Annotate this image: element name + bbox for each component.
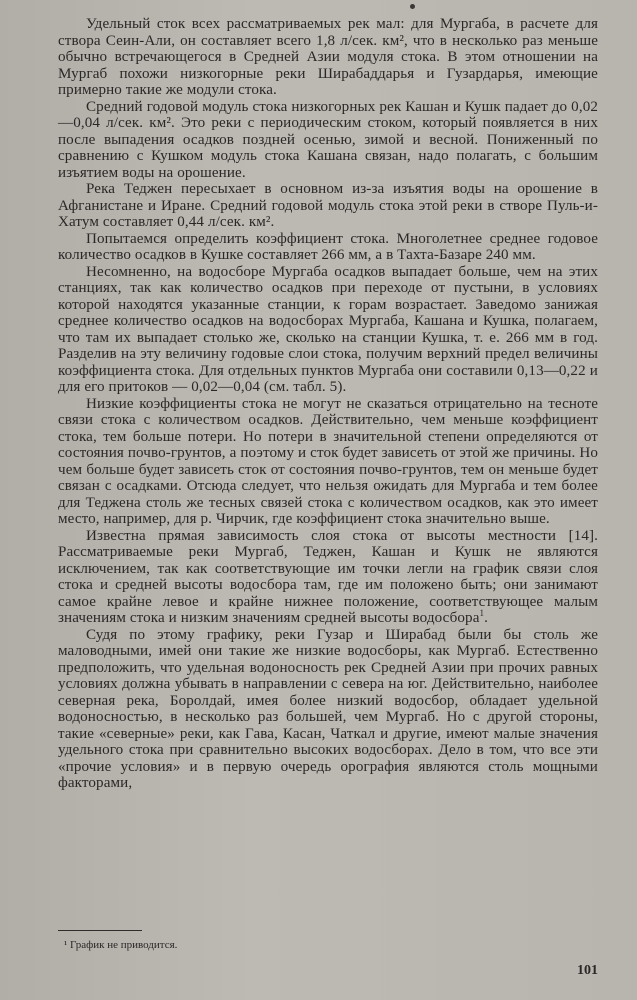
paragraph-3: Река Теджен пересыхает в основном из-за изъятия воды на орошение в Афганистане и Иране. Средний годовой модуль стока этой реки в створе Пуль-и-Хатум составляет 0,44 л/сек. км². — [58, 181, 598, 230]
paragraph-5: Несомненно, на водосборе Мургаба осадков выпадает больше, чем на этих станциях, так как количество осадков при переходе от пустыни, в условиях которой находятся указанные станции, к горам возрастает. Заведомо занижая среднее количество осадков на водосборах Мургаба, Кашана и Кушка, полагаем, что там их выпадает столько же, сколько на станции Кушка, т. е. 266 мм в год. Разделив на эту величину годовые слои стока, получим верхний предел величины коэффициента стока. Для отдельных пунктов Мургаба они составили 0,13—0,22 и для его притоков — 0,02—0,04 (см. табл. 5). — [58, 263, 598, 395]
page-number: 101 — [577, 963, 598, 978]
paragraph-7-text: Известна прямая зависимость слоя стока от высоты местности [14]. Рассматриваемые реки Мургаб, Теджен, Кашан и Кушк не являются исключением, так как соответствующие им точки легли на график связи слоя стока и средней высоты водосбора там, где им положено быть; они занимают самое крайне левое и крайне нижнее положение, соответствующее малым значениям стока и низким значениям средней высоты водосбора — [58, 527, 598, 626]
body-text — [58, 16, 598, 792]
footnote-divider — [58, 930, 142, 931]
print-speck — [410, 4, 415, 9]
paragraph-7: Известна прямая зависимость слоя стока от высоты местности [14]. Рассматриваемые реки Мургаб, Теджен, Кашан и Кушк не являются исключением, так как соответствующие им точки легли на график связи слоя стока и средней высоты водосбора там, где им положено быть; они занимают самое крайне левое и крайне нижнее положение, соответствующее малым значениям стока и низким значениям средней высоты водосбора$^1$. — [58, 527, 598, 626]
paragraph-4: Попытаемся определить коэффициент стока. Многолетнее среднее годовое количество осадков в Кушке составляет 266 мм, а в Тахта-Базаре 240 мм. — [58, 230, 598, 263]
paragraph-2: Средний годовой модуль стока низкогорных рек Кашан и Кушк падает до 0,02—0,04 л/сек. км². Это реки с периодическим стоком, который появляется в них после выпадения осадков поздней осенью, зимой и весной. Пониженный по сравнению с Кушком модуль стока Кашана связан, надо полагать, с большим изъятием воды на орошение. — [58, 98, 598, 181]
footnote: ¹ График не приводится. — [64, 939, 178, 951]
paragraph-1: Удельный сток всех рассматриваемых рек мал: для Мургаба, в расчете для створа Сеин-Али, он составляет всего 1,8 л/сек. км², что в несколько раз меньше обычно встречающегося в Средней Азии модуля стока. В этом отношении на Мургаб похожи низкогорные реки Ширабаддарья и Гузардарья, имеющие примерно такие же модули стока. — [58, 16, 598, 98]
paragraph-8: Судя по этому графику, реки Гузар и Ширабад были бы столь же маловодными, имей они такие же низкие водосборы, как Мургаб. Естественно предположить, что удельная водоносность рек Средней Азии при прочих равных условиях должна убывать в направлении с севера на юг. Действительно, наиболее северная река, Боролдай, имея более низкий водосбор, обладает удельной водоносностью, в несколько раз большей, чем Мургаб. Но с другой стороны, такие «северные» реки, как Гава, Касан, Чаткал и другие, имеют малые значения удельного стока при сравнительно высоких водосборах. Дело в том, что все эти «прочие условия» и в первую очередь орография являются столь мощными факторами, — [58, 626, 598, 791]
paragraph-6: Низкие коэффициенты стока не могут не сказаться отрицательно на тесноте связи стока с количеством осадков. Действительно, чем меньше коэффициент стока, тем больше потери. Но потери в значительной степени определяются от состояния почво-грунтов, а поэтому и сток будет зависеть от этой же причины. Но чем больше будет зависеть сток от состояния почво-грунтов, тем он меньше будет связан с осадками. Отсюда следует, что нельзя ожидать для Мургаба и тем более для Теджена столь же тесных связей стока с количеством осадков, как это имеет место, например, для р. Чирчик, где коэффициент стока значительно выше. — [58, 395, 598, 527]
footnote-reference: 1 — [479, 607, 485, 618]
